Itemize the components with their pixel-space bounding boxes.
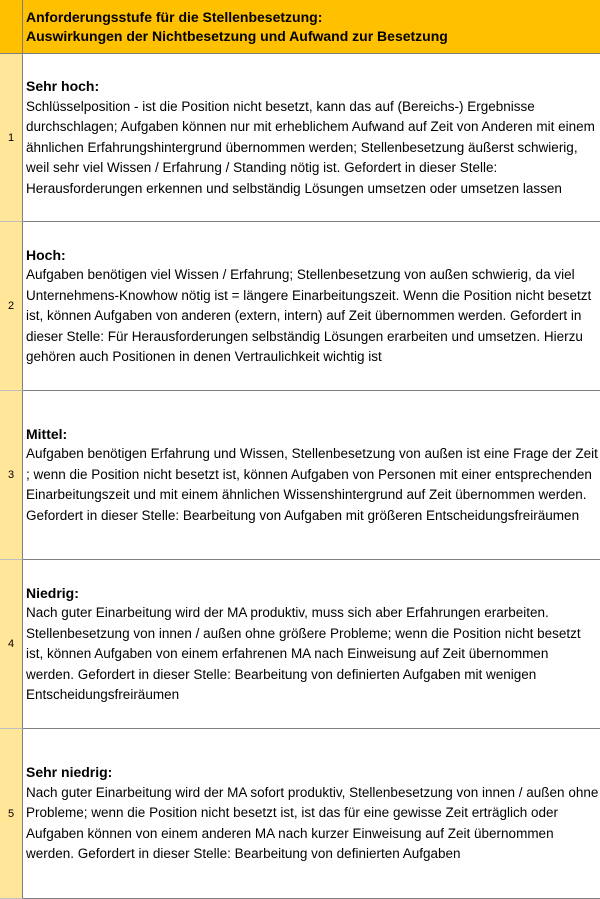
level-title: Mittel: [26, 425, 68, 442]
table-row [0, 560, 600, 729]
table-row [0, 391, 600, 560]
level-text: Nach guter Einarbeitung wird der MA produktiv, muss sich aber Erfahrungen erarbeiten. Stellenbesetzung von innen / außen ohne größere Probleme; wenn die Position nicht besetzt ist, können Aufgaben von einem erfahrenen MA nach Einweisung auf Zeit übernommen werden. Gefordert in dieser Stelle: Bearbeitung von definierten Aufgaben mit wenigen Entscheidungsfreiräumen [26, 605, 581, 702]
level-text: Schlüsselposition - ist die Position nicht besetzt, kann das auf (Bereichs-) Ergebnisse durchschlagen; Aufgaben können nur mit erheblichem Aufwand auf Zeit von Anderen mit einem ähnlichen Erfahrungshintergrund übernommen werden; Stellenbesetzung äußerst schwierig, weil sehr viel Wissen / Erfahrung / Standing nötig ist. Gefordert in dieser Stelle: Herausforderungen erkennen und selbständig Lösungen umsetzen oder umsetzen lassen [26, 98, 595, 196]
header-cell[interactable] [23, 0, 600, 54]
row-number-cell[interactable]: 1 [0, 54, 23, 222]
row-number-cell[interactable]: 2 [0, 222, 23, 391]
table-row [0, 222, 600, 391]
level-text: Aufgaben benötigen viel Wissen / Erfahrung; Stellenbesetzung von außen schwierig, da viel Unternehmens-Knowhow nötig ist = längere Einarbeitungszeit. Wenn die Position nicht besetzt ist, können Aufgaben von anderen (extern, intern) auf Zeit übernommen werden. Gefordert in dieser Stelle: Für Herausforderungen selbständig Lösungen erarbeiten und umsetzen. Hierzu gehören auch Positionen in denen Vertraulichkeit wichtig ist [26, 267, 592, 364]
level-title: Hoch: [26, 246, 66, 263]
table-row [0, 54, 600, 222]
level-description-cell[interactable] [23, 729, 600, 899]
level-description-cell[interactable] [23, 54, 600, 222]
level-description-cell[interactable] [23, 222, 600, 391]
table-row [0, 729, 600, 899]
level-title: Sehr niedrig: [26, 764, 113, 781]
header-corner-cell[interactable] [0, 0, 23, 54]
row-number-cell[interactable]: 5 [0, 729, 23, 899]
row-number-cell[interactable]: 4 [0, 560, 23, 729]
header-title-line-2: Auswirkungen der Nichtbesetzung und Aufwand zur Besetzung [26, 28, 448, 44]
level-title: Sehr hoch: [26, 78, 100, 94]
level-title: Niedrig: [26, 584, 79, 601]
level-description-cell[interactable] [23, 560, 600, 729]
level-text: Aufgaben benötigen Erfahrung und Wissen, Stellenbesetzung von außen ist eine Frage der Zeit ; wenn die Position nicht besetzt ist, können Aufgaben von Personen mit einer entsprechenden Einarbeitungszeit und mit einem ähnlichen Wissenshintergrund auf Zeit übernommen werden. Gefordert in dieser Stelle: Bearbeitung von Aufgaben mit größeren Entscheidungsfreiräumen [26, 446, 598, 523]
level-description-cell[interactable] [23, 391, 600, 560]
row-number-cell[interactable]: 3 [0, 391, 23, 560]
header-title-line-1: Anforderungsstufe für die Stellenbesetzung: [26, 9, 323, 25]
level-text: Nach guter Einarbeitung wird der MA sofort produktiv, Stellenbesetzung von innen / außen ohne Probleme; wenn die Position nicht besetzt ist, ist das für eine gewisse Zeit erträglich oder Aufgaben können von einem anderen MA nach kurzer Einweisung auf Zeit übernommen werden. Gefordert in dieser Stelle: Bearbeitung von definierten Aufgaben [26, 784, 599, 862]
header-row [0, 0, 600, 54]
